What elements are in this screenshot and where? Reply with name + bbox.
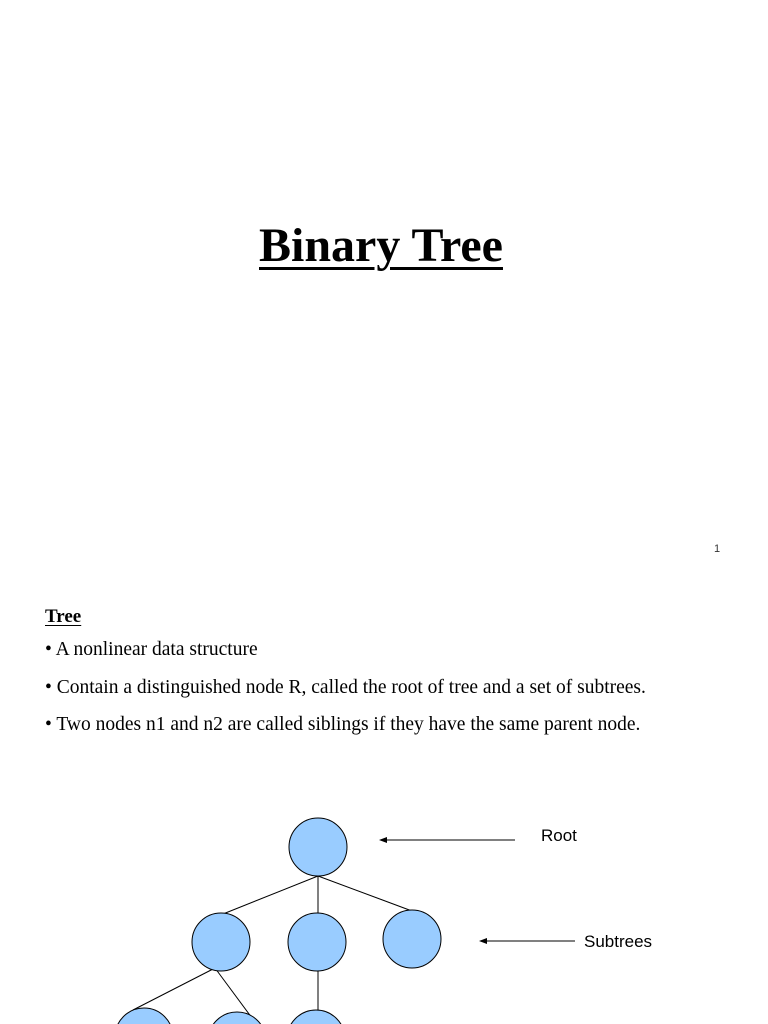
root-pointer [379, 826, 577, 845]
tree-node-leaf-3 [287, 1010, 345, 1024]
edge-left-child2 [215, 968, 252, 1018]
edge-root-right [318, 876, 412, 911]
bullet-item: • A nonlinear data structure [45, 639, 258, 660]
root-arrowhead [379, 837, 387, 843]
tree-node-leaf-2 [208, 1012, 266, 1024]
tree-edges [133, 876, 412, 1018]
edge-left-child1 [133, 968, 215, 1010]
slide-title: Binary Tree [259, 219, 503, 272]
tree-node-left [192, 913, 250, 971]
page-number: 1 [714, 543, 721, 555]
subtrees-label: Subtrees [584, 932, 653, 951]
subtrees-arrowhead [479, 938, 487, 944]
bullet-item: • Two nodes n1 and n2 are called siblings if they have the same parent node. [45, 714, 641, 735]
bullet-item: • Contain a distinguished node R, called the root of tree and a set of subtrees. [45, 677, 646, 698]
tree-node-middle [288, 913, 346, 971]
section-heading: Tree [45, 606, 82, 627]
tree-node-leaf-1 [115, 1008, 173, 1024]
edge-root-left [223, 876, 318, 914]
tree-node-root [289, 818, 347, 876]
tree-diagram [0, 780, 768, 1024]
subtrees-pointer [479, 932, 652, 951]
tree-nodes [115, 818, 441, 1024]
tree-node-right [383, 910, 441, 968]
root-label: Root [541, 826, 577, 845]
